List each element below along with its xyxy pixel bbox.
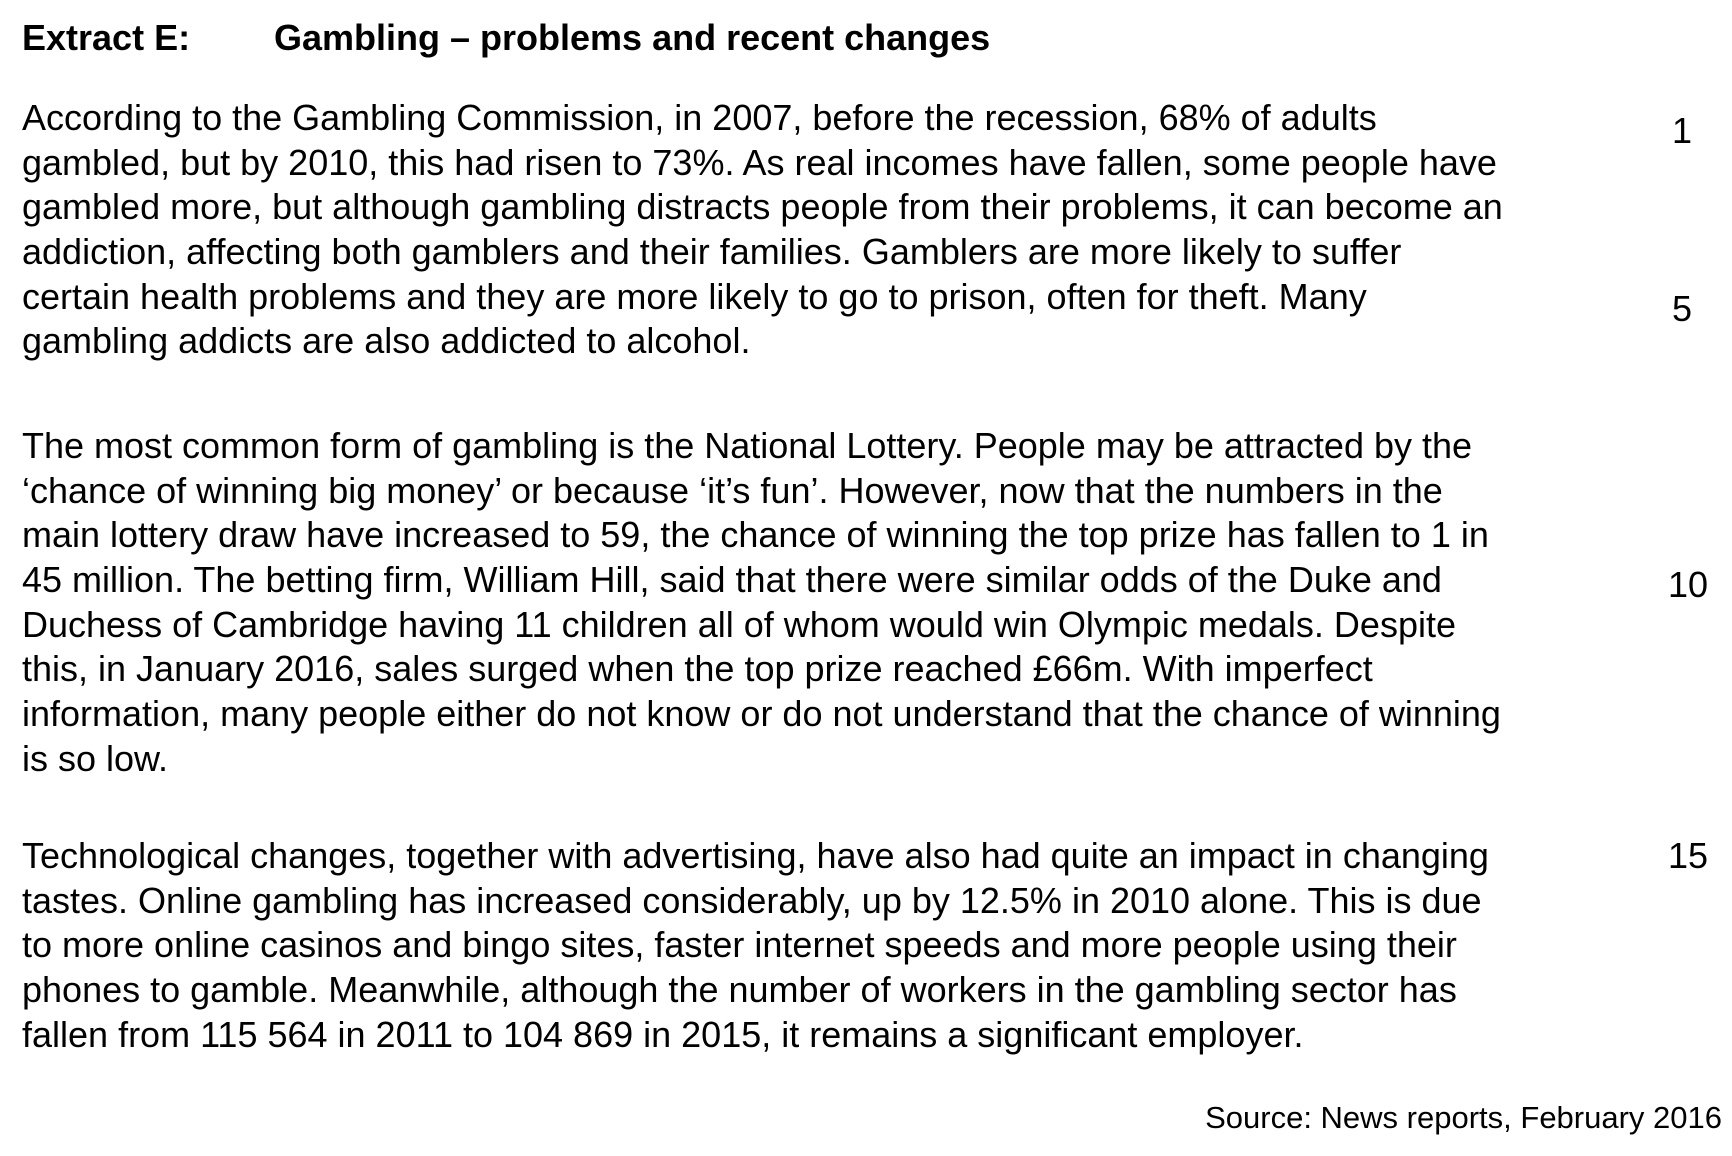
paragraph-line: phones to gamble. Meanwhile, although the number of workers in the gambling sector has: [22, 969, 1457, 1011]
line-number: 1: [1671, 110, 1692, 151]
paragraph-line: gambled more, but although gambling distracts people from their problems, it can become an: [22, 186, 1503, 228]
paragraph-line: to more online casinos and bingo sites, faster internet speeds and more people using their: [22, 924, 1457, 966]
paragraph-3: [22, 834, 1652, 1057]
paragraph-line: certain health problems and they are more likely to go to prison, often for theft. Many: [22, 275, 1367, 317]
paragraph-line: According to the Gambling Commission, in 2007, before the recession, 68% of adults: [22, 97, 1377, 138]
paragraph-line: this, in January 2016, sales surged when the top prize reached £66m. With imperfect: [22, 648, 1373, 690]
paragraph-line: Technological changes, together with advertising, have also had quite an impact in changing: [22, 835, 1489, 876]
extract-title: Gambling – problems and recent changes: [274, 17, 991, 58]
paragraph-line: information, many people either do not know or do not understand that the chance of winning: [22, 693, 1501, 735]
paragraph-line: gambled, but by 2010, this had risen to 73%. As real incomes have fallen, some people have: [22, 141, 1497, 183]
line-number: 5: [1671, 288, 1692, 329]
line-number: 15: [1667, 835, 1708, 876]
extract-heading: [22, 14, 990, 62]
paragraph-line: 45 million. The betting firm, William Hill, said that there were similar odds of the Duke and: [22, 559, 1442, 601]
line-number: 10: [1667, 564, 1708, 605]
paragraph-line: Duchess of Cambridge having 11 children all of whom would win Olympic medals. Despite: [22, 603, 1456, 645]
paragraph-line: gambling addicts are also addicted to alcohol.: [22, 320, 751, 362]
paragraph-line: The most common form of gambling is the National Lottery. People may be attracted by the: [22, 425, 1473, 466]
extract-label: Extract E:: [22, 17, 191, 58]
paragraph-1: [22, 96, 1652, 364]
paragraph-line: is so low.: [22, 737, 169, 779]
source-citation: Source: News reports, February 2016: [1205, 1100, 1722, 1135]
paragraph-line: addiction, affecting both gamblers and their families. Gamblers are more likely to suffer: [22, 231, 1402, 273]
paragraph-line: tastes. Online gambling has increased considerably, up by 12.5% in 2010 alone. This is due: [22, 879, 1482, 921]
paragraph-line: ‘chance of winning big money’ or because ‘it’s fun’. However, now that the numbers in the: [22, 469, 1443, 511]
paragraph-2: [22, 424, 1652, 782]
paragraph-line: fallen from 115 564 in 2011 to 104 869 in 2015, it remains a significant employer.: [22, 1013, 1304, 1055]
paragraph-line: main lottery draw have increased to 59, the chance of winning the top prize has fallen to 1 in: [22, 514, 1489, 556]
